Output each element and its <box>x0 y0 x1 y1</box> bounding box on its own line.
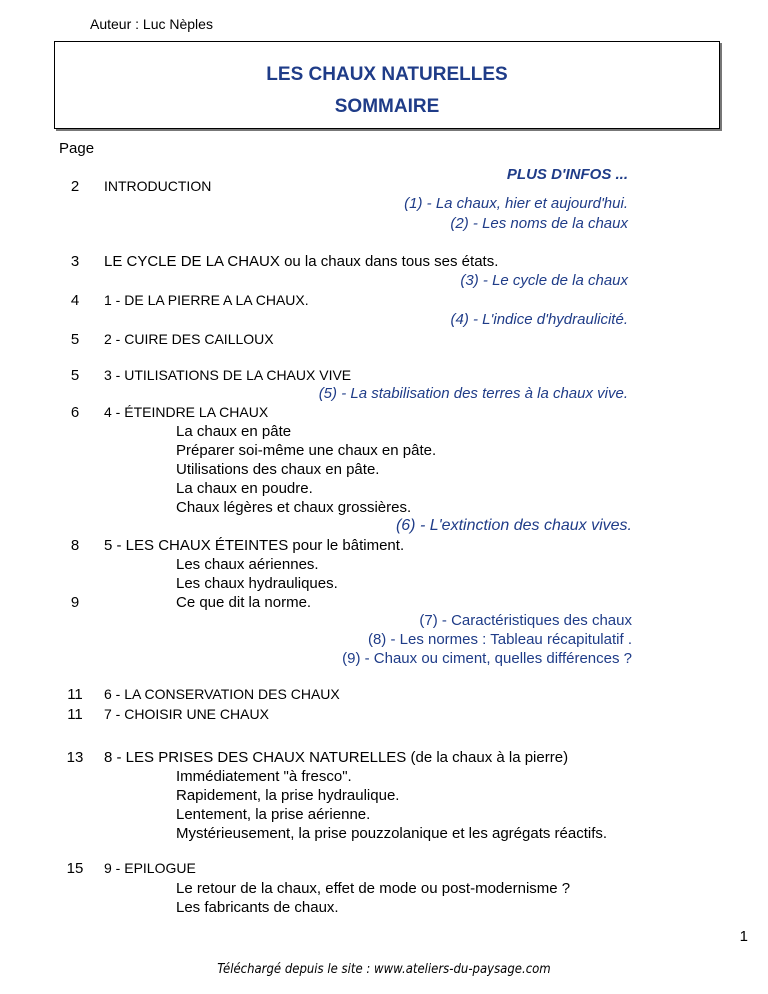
toc-page-5: 8 <box>70 537 80 554</box>
toc-page-intro: 2 <box>70 178 80 195</box>
toc-page-8: 13 <box>66 749 84 766</box>
toc-sub-8-2[interactable]: Rapidement, la prise hydraulique. <box>176 787 400 804</box>
toc-page-4: 6 <box>70 404 80 421</box>
toc-sub-8-3[interactable]: Lentement, la prise aérienne. <box>176 806 371 823</box>
author-line: Auteur : Luc Nèples <box>90 16 213 32</box>
footer-source: Téléchargé depuis le site : www.ateliers-du-paysage.com <box>217 962 551 977</box>
toc-page-7: 11 <box>67 706 83 723</box>
info-link-8[interactable]: (8) - Les normes : Tableau récapitulatif . <box>367 631 632 648</box>
toc-page-cycle: 3 <box>70 253 80 270</box>
toc-entry-intro[interactable]: INTRODUCTION <box>104 178 212 194</box>
toc-entry-3[interactable]: 3 - UTILISATIONS DE LA CHAUX VIVE <box>104 367 352 383</box>
page-number: 1 <box>739 928 748 945</box>
info-link-3[interactable]: (3) - Le cycle de la chaux <box>460 272 628 289</box>
toc-entry-8[interactable]: 8 - LES PRISES DES CHAUX NATURELLES (de la chaux à la pierre) <box>104 749 569 766</box>
document-title: LES CHAUX NATURELLES <box>266 64 508 85</box>
toc-entry-7[interactable]: 7 - CHOISIR UNE CHAUX <box>104 706 269 722</box>
info-link-2[interactable]: (2) - Les noms de la chaux <box>450 215 628 232</box>
toc-page-6: 11 <box>67 686 83 703</box>
info-link-6[interactable]: (6) - L'extinction des chaux vives. <box>395 517 632 534</box>
toc-entry-4[interactable]: 4 - ÉTEINDRE LA CHAUX <box>104 404 269 420</box>
toc-entry-9[interactable]: 9 - EPILOGUE <box>104 860 196 876</box>
toc-page-3: 5 <box>70 367 80 384</box>
toc-sub-5-2[interactable]: Les chaux hydrauliques. <box>176 575 338 592</box>
more-info-heading: PLUS D'INFOS ... <box>506 166 628 183</box>
toc-page-1: 4 <box>70 292 80 309</box>
toc-entry-6[interactable]: 6 - LA CONSERVATION DES CHAUX <box>104 686 340 702</box>
toc-sub-4-5[interactable]: Chaux légères et chaux grossières. <box>176 499 412 516</box>
info-link-4[interactable]: (4) - L'indice d'hydraulicité. <box>450 311 628 328</box>
toc-sub-5-1[interactable]: Les chaux aériennes. <box>176 556 319 573</box>
toc-sub-4-2[interactable]: Préparer soi-même une chaux en pâte. <box>176 442 437 459</box>
title-box <box>54 41 720 129</box>
info-link-9[interactable]: (9) - Chaux ou ciment, quelles différences ? <box>342 650 632 667</box>
toc-sub-8-1[interactable]: Immédiatement "à fresco". <box>176 768 352 785</box>
page-column-label: Page <box>59 140 95 157</box>
toc-page-9: 15 <box>66 860 84 877</box>
info-link-7[interactable]: (7) - Caractéristiques des chaux <box>419 612 632 629</box>
toc-entry-2[interactable]: 2 - CUIRE DES CAILLOUX <box>104 331 274 347</box>
toc-sub-5-3[interactable]: Ce que dit la norme. <box>176 594 312 611</box>
toc-page-5b: 9 <box>70 594 80 611</box>
info-link-1[interactable]: (1) - La chaux, hier et aujourd'hui. <box>404 195 628 212</box>
summary-heading: SOMMAIRE <box>334 96 440 117</box>
toc-sub-4-4[interactable]: La chaux en poudre. <box>176 480 313 497</box>
toc-sub-4-3[interactable]: Utilisations des chaux en pâte. <box>176 461 380 478</box>
toc-entry-5[interactable]: 5 - LES CHAUX ÉTEINTES pour le bâtiment. <box>104 537 405 554</box>
toc-entry-cycle[interactable]: LE CYCLE DE LA CHAUX ou la chaux dans tous ses états. <box>104 253 499 270</box>
toc-sub-4-1[interactable]: La chaux en pâte <box>176 423 292 440</box>
toc-sub-8-4[interactable]: Mystérieusement, la prise pouzzolanique et les agrégats réactifs. <box>176 825 608 842</box>
info-link-5[interactable]: (5) - La stabilisation des terres à la chaux vive. <box>318 385 628 402</box>
toc-entry-1[interactable]: 1 - DE LA PIERRE A LA CHAUX. <box>104 292 309 308</box>
toc-sub-9-1[interactable]: Le retour de la chaux, effet de mode ou post-modernisme ? <box>176 880 571 897</box>
toc-page-2: 5 <box>70 331 80 348</box>
toc-sub-9-2[interactable]: Les fabricants de chaux. <box>176 899 339 916</box>
